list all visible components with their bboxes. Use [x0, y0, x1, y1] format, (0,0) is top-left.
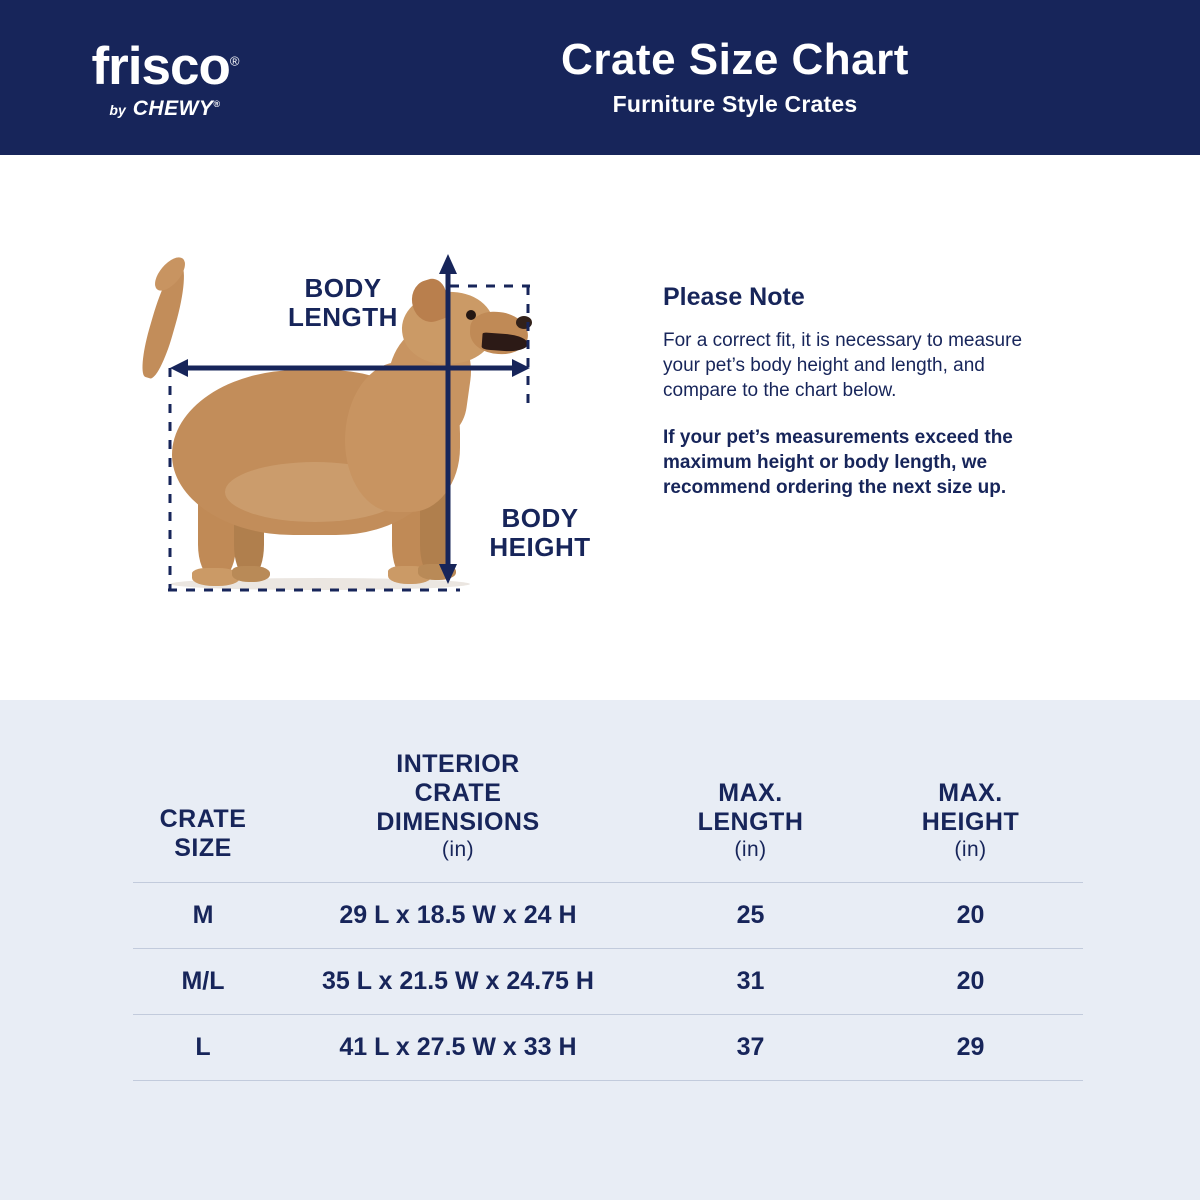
size-table	[133, 750, 1083, 1081]
note-paragraph-1: For a correct fit, it is necessary to measure your pet’s body height and length, and compare to the chart below.	[663, 330, 1023, 402]
logo-parent-label: CHEWY®	[132, 97, 221, 120]
body-length-arrow-left	[170, 359, 188, 377]
cell-max-height: 20	[858, 883, 1083, 949]
cell-max-height: 29	[858, 1015, 1083, 1081]
body-height-label	[460, 504, 620, 561]
table-row	[133, 949, 1083, 1015]
cell-dimensions: 29 L x 18.5 W x 24 H	[273, 883, 643, 949]
page-title: Crate Size Chart	[561, 34, 909, 84]
size-table-head	[133, 750, 1083, 883]
page-subtitle: Furniture Style Crates	[612, 91, 858, 118]
body-height-label-line1: BODY	[501, 503, 579, 533]
header-max-length-line2: LENGTH	[697, 807, 804, 836]
cell-crate-size: M	[133, 883, 273, 949]
header-interior-line2: CRATE	[414, 778, 502, 807]
cell-max-length: 31	[643, 949, 858, 1015]
cell-max-height: 20	[858, 949, 1083, 1015]
body-height-label-line2: HEIGHT	[489, 531, 591, 562]
header-interior-unit: (in)	[441, 838, 475, 862]
header-interior-dimensions	[273, 750, 643, 883]
header-max-height	[858, 750, 1083, 883]
body-length-label-line1: BODY	[304, 273, 382, 303]
header-interior-line1: INTERIOR	[396, 750, 520, 778]
cell-dimensions: 35 L x 21.5 W x 24.75 H	[273, 949, 643, 1015]
logo-by-label: by	[109, 102, 126, 118]
body-length-label-line2: LENGTH	[288, 301, 398, 332]
header-max-length	[643, 750, 858, 883]
body-height-arrow-bottom	[439, 564, 457, 584]
header-max-length-line1: MAX.	[718, 778, 783, 807]
trademark-icon: ®	[229, 53, 239, 69]
cell-max-length: 37	[643, 1015, 858, 1081]
header-title-block	[330, 34, 1200, 118]
body-height-arrow-top	[439, 254, 457, 274]
cell-max-length: 25	[643, 883, 858, 949]
logo-sub-block	[109, 97, 220, 121]
table-header-row	[133, 750, 1083, 883]
please-note-panel	[663, 283, 1083, 522]
header-bar	[0, 0, 1200, 155]
size-table-body	[133, 883, 1083, 1081]
cell-crate-size: L	[133, 1015, 273, 1081]
header-max-height-line2: HEIGHT	[921, 807, 1020, 836]
header-max-height-unit: (in)	[954, 838, 987, 862]
dog-illustration	[130, 250, 610, 650]
size-table-section	[0, 700, 1200, 1200]
body-length-label	[248, 274, 438, 331]
header-max-height-line1: MAX.	[938, 778, 1003, 807]
cell-crate-size: M/L	[133, 949, 273, 1015]
header-interior-line3: DIMENSIONS	[376, 807, 540, 836]
logo-brand-text	[91, 37, 239, 96]
table-row	[133, 883, 1083, 949]
logo-brand-label: frisco	[91, 37, 230, 96]
note-paragraph-2: If your pet’s measurements exceed the maximum height or body length, we recommend ordering the next size up.	[663, 427, 1013, 499]
cell-dimensions: 41 L x 27.5 W x 33 H	[273, 1015, 643, 1081]
illustration-area	[0, 155, 1200, 700]
registered-icon: ®	[213, 99, 221, 109]
table-row	[133, 1015, 1083, 1081]
header-crate-size-line1: CRATE	[159, 804, 247, 833]
header-crate-size	[133, 750, 273, 883]
note-title: Please Note	[663, 283, 805, 311]
header-crate-size-line2: SIZE	[174, 833, 232, 862]
header-max-length-unit: (in)	[734, 838, 767, 862]
frisco-logo	[0, 34, 330, 121]
